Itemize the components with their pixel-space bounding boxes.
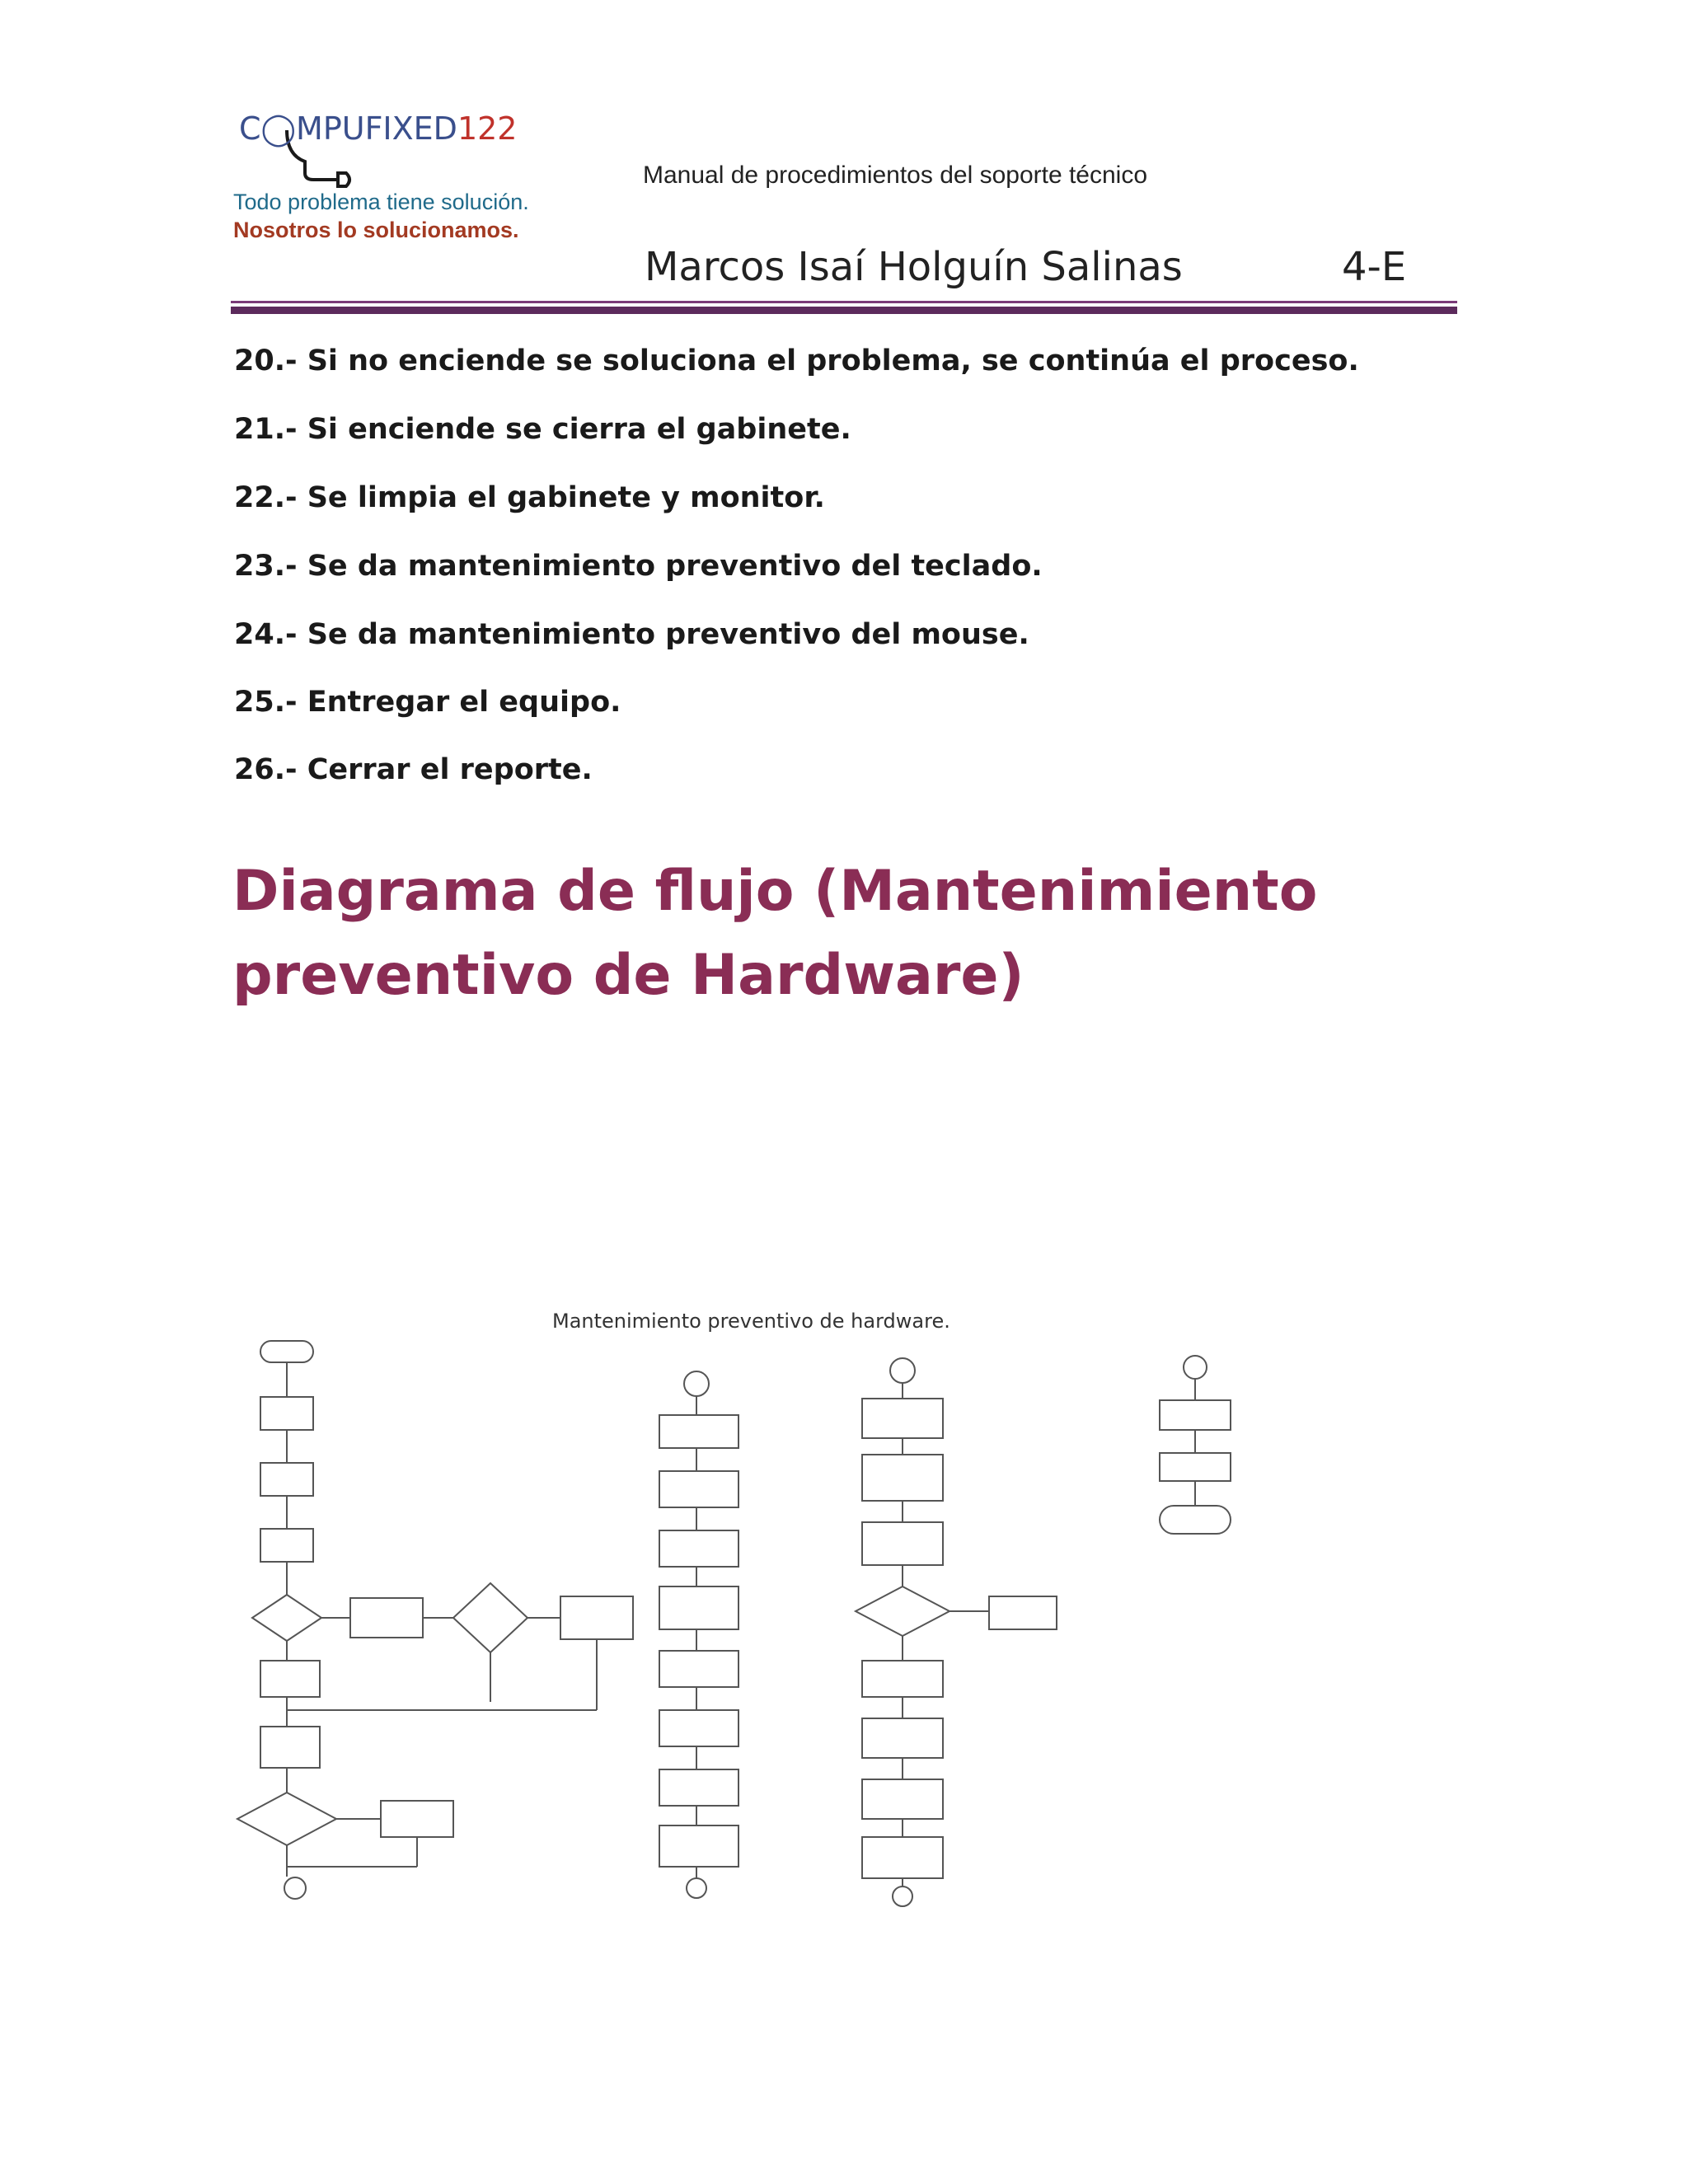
flowchart-figure xyxy=(231,1298,1261,1933)
tagline-2: Nosotros lo solucionamos. xyxy=(233,218,519,242)
company-logo xyxy=(239,97,536,171)
flowchart-diagram xyxy=(231,1298,1261,1933)
step-item: 26.- Cerrar el reporte. xyxy=(234,753,593,786)
tagline-1: Todo problema tiene solución. xyxy=(233,190,529,214)
step-item: 21.- Si enciende se cierra el gabinete. xyxy=(234,413,851,446)
author-name: Marcos Isaí Holguín Salinas xyxy=(645,244,1183,290)
step-item: 25.- Entregar el equipo. xyxy=(234,686,621,719)
section-heading-line-1: Diagrama de flujo (Mantenimiento xyxy=(232,859,1318,924)
step-item: 22.- Se limpia el gabinete y monitor. xyxy=(234,481,825,514)
flowchart-title: Mantenimiento preventivo de hardware. xyxy=(552,1310,950,1333)
group-label: 4-E xyxy=(1342,244,1407,290)
step-item: 20.- Si no enciende se soluciona el problema, se continúa el proceso. xyxy=(234,344,1359,377)
logo-wordmark xyxy=(239,110,517,147)
logo-text-number: 122 xyxy=(457,110,518,147)
header-divider xyxy=(231,301,1457,303)
step-item: 24.- Se da mantenimiento preventivo del mouse. xyxy=(234,618,1029,651)
section-heading-line-2: preventivo de Hardware) xyxy=(232,943,1025,1008)
step-item: 23.- Se da mantenimiento preventivo del teclado. xyxy=(234,550,1043,583)
logo-text-main: C◯MPUFIXED xyxy=(239,110,457,147)
manual-title: Manual de procedimientos del soporte técnico xyxy=(643,162,1148,189)
header-divider-thick xyxy=(231,307,1457,314)
